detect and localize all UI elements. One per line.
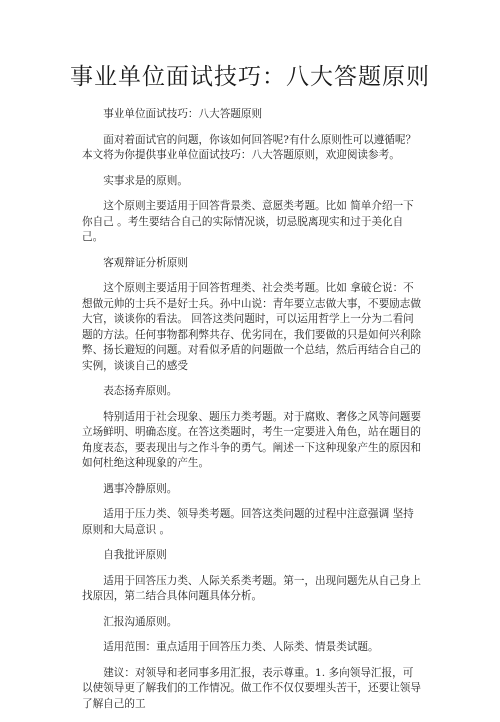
principle-paragraph-2: 这个原则主要适用于回答哲理类、社会类考题。比如 拿破仑说：不想做元帅的士兵不是好士兵。孙中山说：青年要立志做大事，不要励志做大官，谈谈你的看法。 回答这类问题时，可以运用哲学上一分为二看问题的方法。任何事物都利弊共存、优劣同在，我们要做的只是如何兴利除弊、扬长避短的问题。对看似矛盾的问题做一个总结，然后再结合自己的实例，谈谈自己的感受 xyxy=(82,282,421,372)
section-heading: 事业单位面试技巧：八大答题原则 xyxy=(103,108,263,120)
principle-paragraph-6: 建议：对领导和老同事多用汇报，表示尊重。1. 多向领导汇报，可以使领导更了解我们的工作情况。做工作不仅仅要埋头苦干，还要让领导了解自己的工 xyxy=(82,666,421,710)
principle-heading-6: 汇报沟通原则。 xyxy=(103,615,178,628)
principle-paragraph-1: 这个原则主要适用于回答背景类、意愿类考题。比如 简单介绍一下你自己 。考生要结合自己的实际情况谈，切忌脱离现实和过于美化自己。 xyxy=(82,200,414,243)
principle-paragraph-4: 适用于压力类、领导类考题。回答这类问题的过程中注意强调 坚持原则和大局意识 。 xyxy=(82,508,414,536)
document-title: 事业单位面试技巧：八大答题原则 xyxy=(70,64,430,90)
intro-paragraph: 面对着面试官的问题，你该如何回答呢?有什么原则性可以遵循呢？本文将为你提供事业单位面试技巧：八大答题原则，欢迎阅读参考。 xyxy=(82,133,417,161)
principle-scope-6: 适用范围：重点适用于回答压力类、人际类、情景类试题。 xyxy=(103,641,379,653)
principle-paragraph-5: 适用于回答压力类、人际关系类考题。第一，出现问题先从自己身上找原因，第二结合具体问题具体分析。 xyxy=(82,574,421,602)
principle-heading-4: 遇事冷静原则。 xyxy=(103,482,178,495)
principle-paragraph-3: 特别适用于社会现象、题压力类考题。对于腐败、奢侈之风等问题要立场鲜明、明确态度。在答这类题时，考生一定要进入角色，站在题目的角度表态，要表现出与之作斗争的勇气。阐述一下这种现象产生的原因和如何杜绝这种现象的产生。 xyxy=(82,410,421,469)
document-body xyxy=(82,107,422,722)
principle-heading-5: 自我批评原则 xyxy=(103,549,167,561)
principle-heading-3: 表态扬弃原则。 xyxy=(103,385,178,397)
principle-heading-2: 客观辩证分析原则 xyxy=(103,256,188,269)
principle-heading-1: 实事求是的原则。 xyxy=(103,174,188,187)
